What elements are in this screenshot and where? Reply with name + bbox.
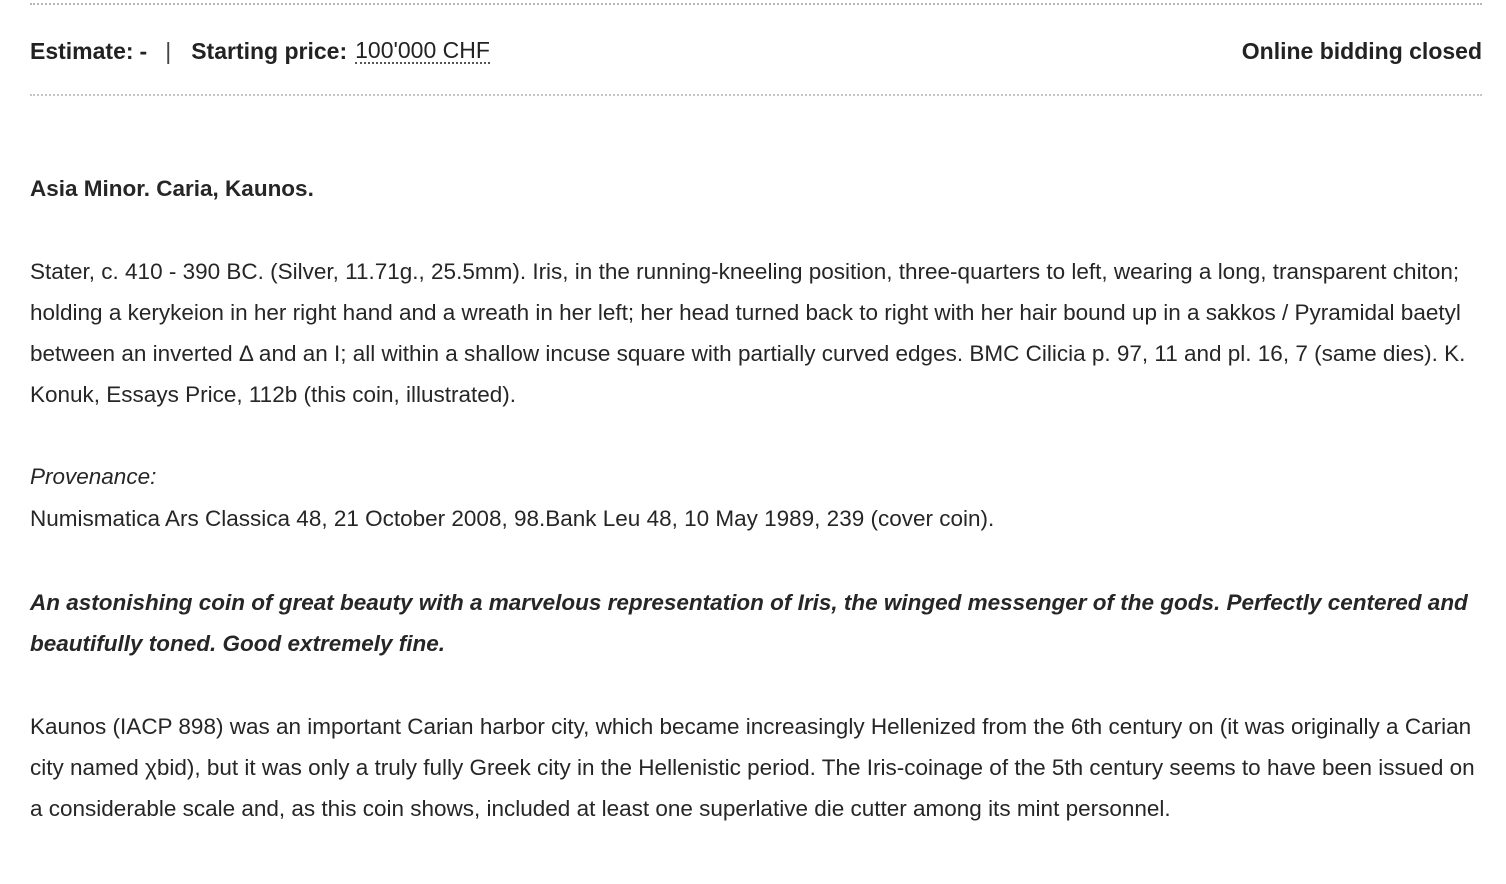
lot-description: Stater, c. 410 - 390 BC. (Silver, 11.71g., 25.5mm). Iris, in the running-kneeling position, three-quarters to left, wearing a long, transparent chiton; holding a kerykeion in her right hand and a wreath in her left; her head turned back to right with her hair bound up in a sakkos / Pyramidal baetyl between an inverted Δ and an I; all within a shallow incuse square with partially curved edges. BMC Cilicia p. 97, 11 and pl. 16, 7 (same dies). K. Konuk, Essays Price, 112b (this coin, illustrated). bbox=[30, 259, 1466, 407]
estimate-value: - bbox=[139, 37, 148, 64]
bottom-divider bbox=[30, 94, 1482, 96]
starting-price-label: Starting price: bbox=[191, 37, 348, 64]
estimate-label: Estimate: bbox=[30, 37, 134, 64]
lot-title: Asia Minor. Caria, Kaunos. bbox=[30, 176, 314, 201]
price-bar bbox=[30, 34, 1482, 68]
provenance-label: Provenance: bbox=[30, 464, 157, 489]
bidding-status: Online bidding closed bbox=[1241, 37, 1482, 64]
lot-highlight: An astonishing coin of great beauty with a marvelous representation of Iris, the winged messenger of the gods. Perfectly centered and beautifully toned. Good extremely fine. bbox=[30, 590, 1468, 656]
lot-history: Kaunos (IACP 898) was an important Carian harbor city, which became increasingly Hellenized from the 6th century on (it was originally a Carian city named χbid), but it was only a truly fully Greek city in the Hellenistic period. The Iris-coinage of the 5th century seems to have been issued on a considerable scale and, as this coin shows, included at least one superlative die cutter among its mint personnel. bbox=[30, 714, 1475, 821]
price-info bbox=[30, 38, 490, 65]
price-separator: | bbox=[165, 37, 172, 64]
top-divider bbox=[30, 3, 1482, 5]
starting-price-value[interactable]: 100'000 CHF bbox=[355, 37, 490, 63]
provenance-text: Numismatica Ars Classica 48, 21 October 2008, 98.Bank Leu 48, 10 May 1989, 239 (cover coin). bbox=[30, 506, 995, 531]
